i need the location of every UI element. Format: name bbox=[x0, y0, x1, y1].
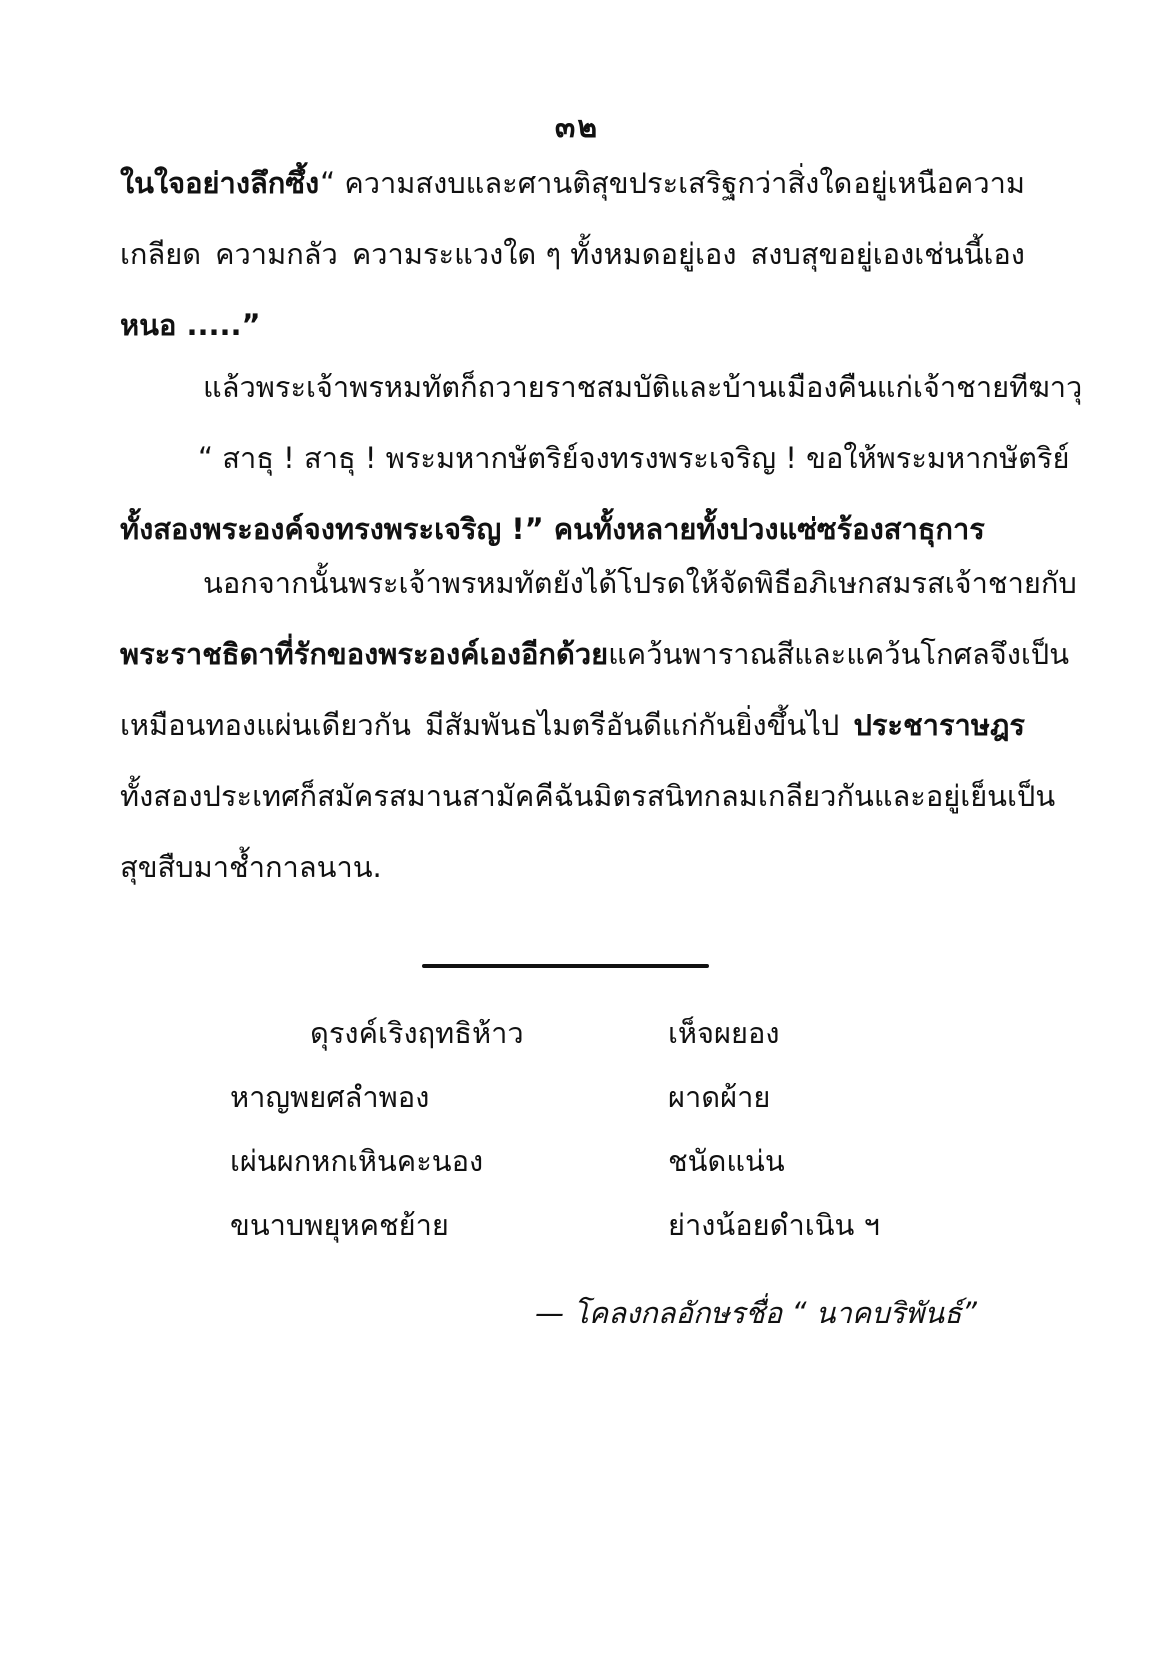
text-segment: มีสัมพันธไมตรีอันดีแก่กันยิ่งขึ้นไป bbox=[425, 708, 840, 742]
text-segment: เกลียด bbox=[120, 237, 202, 271]
text-segment: และอยู่เย็นเป็น bbox=[873, 779, 1056, 813]
text-segment: “ ความสงบและศานติสุขประเสริฐกว่าสิ่งใด bbox=[320, 166, 853, 200]
paragraph-1 bbox=[120, 148, 1025, 361]
text-segment: ความระแวงใด ๆ ทั้งหมดอยู่เอง bbox=[351, 237, 737, 271]
text-segment: ความกลัว bbox=[215, 237, 338, 271]
text-segment: พระราชธิดาที่รักของพระองค์เองอีกด้วย bbox=[120, 637, 609, 671]
paragraph-2 bbox=[120, 352, 1083, 565]
paragraph-3-line-4 bbox=[120, 761, 1056, 832]
paragraph-1-line-2 bbox=[120, 219, 1025, 290]
paragraph-3 bbox=[120, 548, 1077, 903]
paragraph-2-line-1: แล้วพระเจ้าพรหมทัตก็ถวายราชสมบัติและบ้านเมืองคืนแก่เจ้าชายทีฆาวุ bbox=[203, 370, 1083, 404]
poem-left-verse: ขนาบพยุหคชย้าย bbox=[230, 1208, 449, 1242]
text-segment: อยู่เหนือความ bbox=[853, 166, 1025, 200]
page-number: ๓๒ bbox=[554, 110, 600, 145]
paragraph-3-line-1: นอกจากนั้นพระเจ้าพรหมทัตยังได้โปรดให้จัดพิธีอภิเษกสมรสเจ้าชายกับ bbox=[203, 566, 1077, 600]
paragraph-3-line-3 bbox=[120, 690, 1025, 761]
section-divider bbox=[422, 964, 709, 968]
text-segment: ในใจอย่างลึกซึ้ง bbox=[120, 166, 320, 200]
poem-left-verse: ดุรงค์เริงฤทธิห้าว bbox=[310, 1016, 524, 1050]
poem-right-verse: ย่างน้อยดำเนิน ฯ bbox=[668, 1208, 880, 1242]
poem-row bbox=[0, 1010, 1154, 1070]
poem-right-verse: ชนัดแน่น bbox=[668, 1144, 785, 1178]
poem-attribution: — โคลงกลอักษรชื่อ “ นาคบริพันธ์” bbox=[535, 1296, 977, 1330]
text-segment: แคว้นพาราณสีและแคว้นโกศลจึงเป็น bbox=[608, 637, 1070, 671]
text-segment: เหมือนทองแผ่นเดียวกัน bbox=[120, 708, 411, 742]
poem-row bbox=[0, 1138, 1154, 1198]
poem-row bbox=[0, 1202, 1154, 1262]
paragraph-3-line-5: สุขสืบมาช้ำกาลนาน. bbox=[120, 850, 382, 884]
paragraph-2-line-3: ทั้งสองพระองค์จงทรงพระเจริญ !” คนทั้งหลายทั้งปวงแซ่ซร้องสาธุการ bbox=[120, 512, 985, 546]
text-segment: ทั้งสองประเทศก็สมัครสมานสามัคคีฉันมิตรสนิทกลมเกลียวกัน bbox=[120, 779, 874, 813]
paragraph-1-line-1 bbox=[120, 148, 1025, 219]
poem-row bbox=[0, 1074, 1154, 1134]
poem-right-verse: ผาดผ้าย bbox=[668, 1080, 771, 1114]
poem-left-verse: เผ่นผกหกเหินคะนอง bbox=[230, 1144, 484, 1178]
text-segment: สงบสุขอยู่เองเช่นนี้เอง bbox=[750, 237, 1025, 271]
paragraph-2-line-2: “ สาธุ ! สาธุ ! พระมหากษัตริย์จงทรงพระเจริญ ! ขอให้พระมหากษัตริย์ bbox=[198, 441, 1070, 475]
text-segment: ประชาราษฎร bbox=[853, 708, 1025, 742]
paragraph-1-line-3: หนอ .....” bbox=[120, 308, 261, 342]
paragraph-3-line-2 bbox=[120, 619, 1070, 690]
poem-right-verse: เห็จผยอง bbox=[668, 1016, 780, 1050]
poem-left-verse: หาญพยศลำพอง bbox=[230, 1080, 430, 1114]
